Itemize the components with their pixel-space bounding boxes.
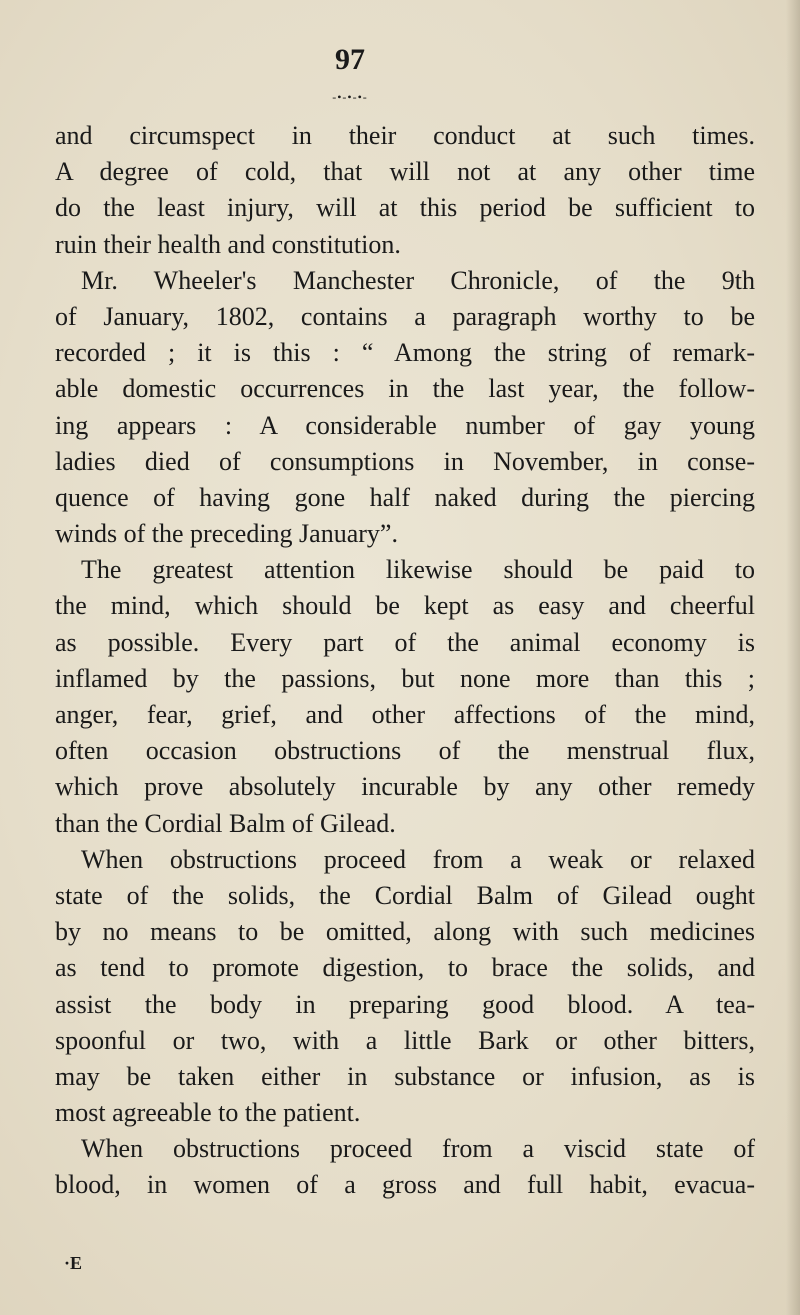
page-number: 97 [335,43,365,76]
body-text [55,118,755,1204]
text-line: Mr. Wheeler's Manchester Chronicle, of the 9th [81,265,755,295]
text-line: recorded ; it is this : “ Among the string of remark- [55,338,755,368]
text-line: When obstructions proceed from a viscid state of [81,1134,755,1164]
text-line: often occasion obstructions of the menstrual flux, [55,736,755,766]
text-line: which prove absolutely incurable by any other remedy [55,772,755,802]
text-line: A degree of cold, that will not at any other time [55,157,755,187]
text-line: anger, fear, grief, and other affections of the mind, [55,700,755,729]
header-ornament: -•-•-•- [332,90,368,104]
text-line: ladies died of consumptions in November, in conse- [55,446,755,476]
text-line: blood, in women of a gross and full habit, evacua- [55,1170,755,1200]
text-line: by no means to be omitted, along with such medicines [55,917,755,947]
text-line: state of the solids, the Cordial Balm of Gilead ought [55,880,755,910]
text-line: the mind, which should be kept as easy and cheerful [55,591,755,621]
signature-mark: ·E [64,1253,83,1273]
text-line: able domestic occurrences in the last year, the follow- [55,374,755,404]
text-line: do the least injury, will at this period be sufficient to [55,193,755,223]
text-line: assist the body in preparing good blood. A tea- [55,989,755,1019]
text-line: winds of the preceding January”. [55,519,398,549]
text-line: may be taken either in substance or infusion, as is [55,1061,755,1091]
text-line: ing appears : A considerable number of gay young [55,410,755,440]
page-edge-shadow [786,0,800,1315]
text-line: ruin their health and constitution. [55,229,401,259]
text-line: than the Cordial Balm of Gilead. [55,808,396,838]
text-line: most agreeable to the patient. [55,1098,361,1128]
text-line: When obstructions proceed from a weak or relaxed [81,844,755,874]
text-line: quence of having gone half naked during the piercing [55,482,755,512]
text-line: as possible. Every part of the animal economy is [55,627,755,657]
text-line: The greatest attention likewise should be paid to [81,555,755,585]
text-line: inflamed by the passions, but none more than this ; [55,663,755,693]
text-line: spoonful or two, with a little Bark or other bitters, [55,1025,755,1055]
text-line: and circumspect in their conduct at such times. [55,121,755,150]
text-line: as tend to promote digestion, to brace the solids, and [55,953,755,983]
text-line: of January, 1802, contains a paragraph worthy to be [55,301,755,331]
